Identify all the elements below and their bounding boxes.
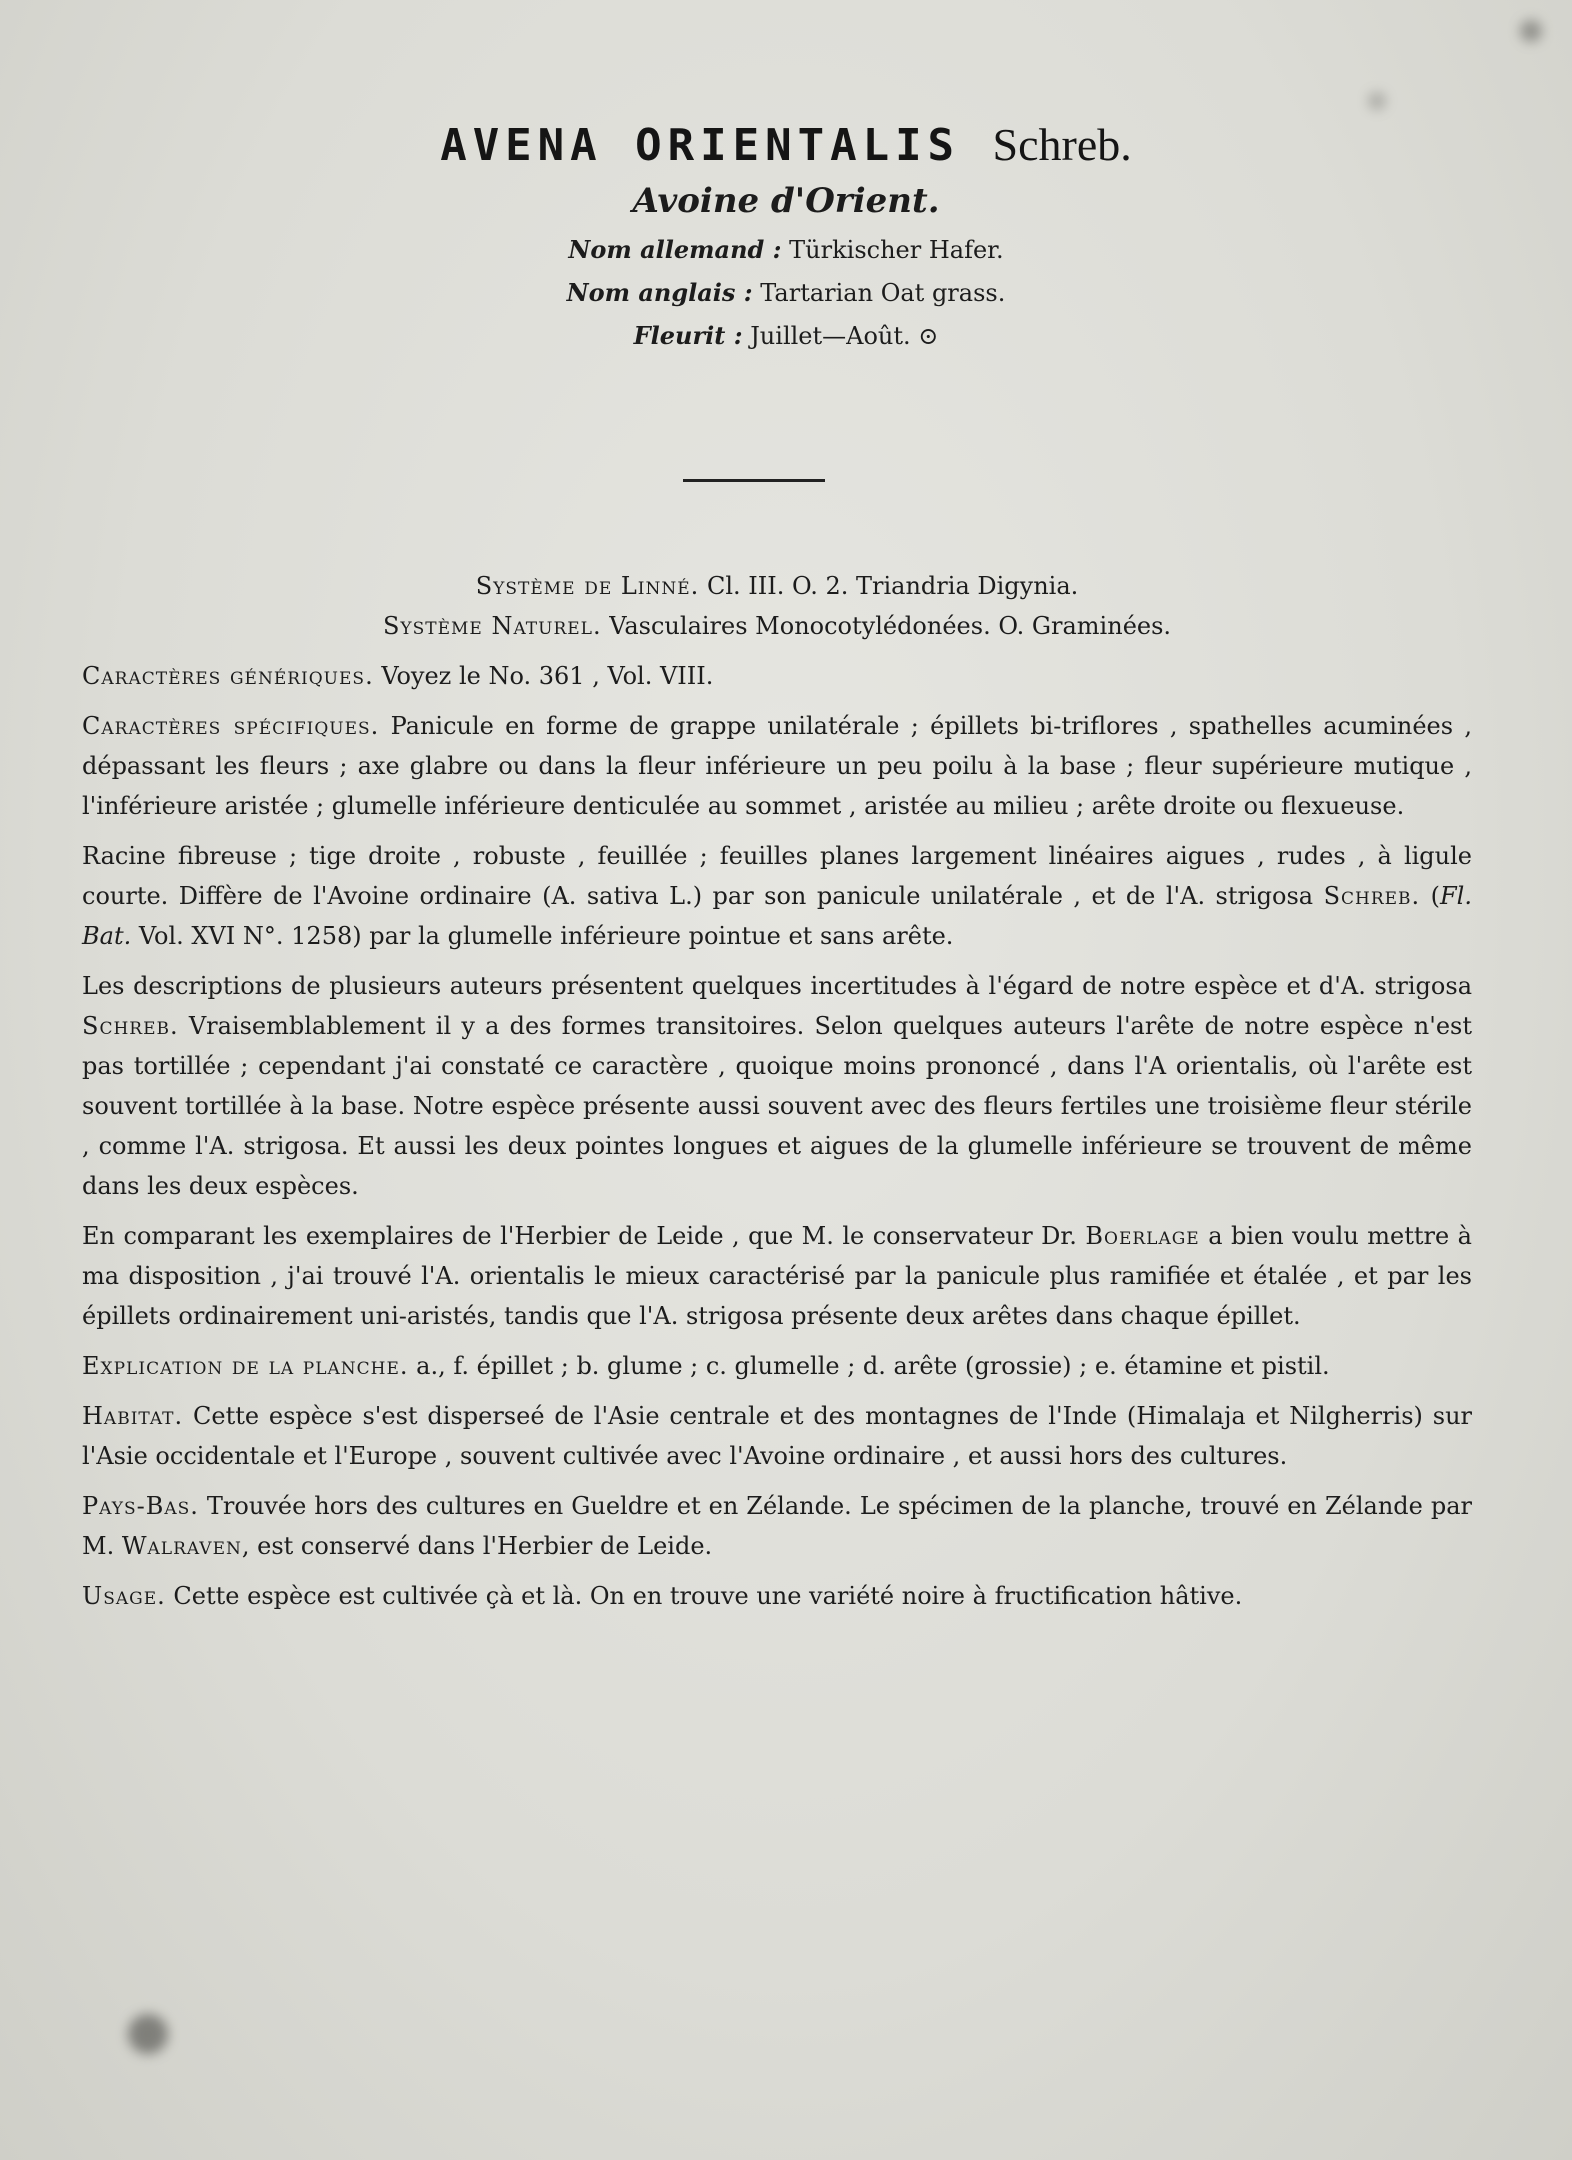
main-text: [82, 566, 1472, 1626]
species-author: Schreb.: [992, 119, 1132, 170]
paysbas-text-a: Trouvée hors des cultures en Gueldre et en Zélande. Le spécimen de la planche, trouvé en Zélande par M.: [82, 1492, 1472, 1560]
generiques-text: Voyez le No. 361 , Vol. VIII.: [381, 662, 714, 690]
descriptions-author: Schreb.: [82, 1012, 179, 1040]
french-name: Avoine d'Orient.: [632, 181, 940, 221]
header: [0, 118, 1572, 350]
linne-label: Système de Linné.: [475, 572, 700, 600]
racine-text-a: Racine fibreuse ; tige droite , robuste , feuillée ; feuilles planes largement linéaires aigues , rudes , à ligule courte. Diffère de l'Avoine ordinaire (A. sativa L.) par son panicule unilatérale , et de l'A. strigosa: [82, 842, 1472, 910]
paragraph-usage: [82, 1576, 1472, 1616]
linne-value: Cl. III. O. 2. Triandria Digynia.: [706, 572, 1079, 600]
racine-text-b: (: [1430, 882, 1441, 910]
naturel-label: Système Naturel.: [382, 612, 602, 640]
habitat-label: Habitat.: [82, 1402, 184, 1430]
comparant-text-b: a bien voulu mettre à ma disposition , j'ai trouvé l'A. orientalis le mieux caractérisé par la panicule plus ramifiée et étalée , et par les épillets ordinairement uni-aristés, tandis que l'A. strigosa présente deux arêtes dans chaque épillet.: [82, 1222, 1472, 1330]
species-name: AVENA ORIENTALIS: [440, 120, 961, 171]
page-title: [0, 118, 1572, 171]
paysbas-label: Pays-Bas.: [82, 1492, 199, 1520]
classification-naturel: [82, 606, 1472, 646]
descriptions-text-b: Vraisemblablement il y a des formes transitoires. Selon quelques auteurs l'arête de notre espèce n'est pas tortillée ; cependant j'ai constaté ce caractère , quoique moins prononcé , dans l'A orientalis, où l'arête est souvent tortillée à la base. Notre espèce présente aussi souvent avec des fleurs fertiles une troisième fleur stérile , comme l'A. strigosa. Et aussi les deux pointes longues et aigues de la glumelle inférieure se trouvent de même dans les deux espèces.: [82, 1012, 1472, 1200]
paragraph-specifiques: [82, 706, 1472, 826]
usage-label: Usage.: [82, 1582, 166, 1610]
paragraph-generiques: [82, 656, 1472, 696]
ink-spot: [1368, 92, 1386, 110]
english-label: Nom anglais :: [566, 278, 753, 307]
specifiques-text: Panicule en forme de grappe unilatérale ; épillets bi-triflores , spathelles acuminées , dépassant les fleurs ; axe glabre ou dans la fleur inférieure un peu poilu à la base ; fleur supérieure mutique , l'inférieure aristée ; glumelle inférieure denticulée au sommet , aristée au milieu ; arête droite ou flexueuse.: [82, 712, 1472, 820]
habitat-text: Cette espèce s'est disperseé de l'Asie centrale et des montagnes de l'Inde (Himalaja et Nilgherris) sur l'Asie occidentale et l'Europe , souvent cultivée avec l'Avoine ordinaire , et aussi hors des cultures.: [82, 1402, 1472, 1470]
racine-flbat: Fl. Bat.: [82, 882, 1472, 950]
divider: [683, 479, 825, 482]
paragraph-comparant: [82, 1216, 1472, 1336]
german-label: Nom allemand :: [568, 235, 782, 264]
descriptions-text-a: Les descriptions de plusieurs auteurs présentent quelques incertitudes à l'égard de notre espèce et d'A. strigosa: [82, 972, 1472, 1000]
bloom-label: Fleurit :: [633, 321, 743, 350]
ink-spot: [128, 2014, 168, 2054]
racine-author: Schreb.: [1323, 882, 1421, 910]
explication-label: Explication de la planche.: [82, 1352, 409, 1380]
generiques-label: Caractères génériques.: [82, 662, 374, 690]
paragraph-habitat: [82, 1396, 1472, 1476]
specifiques-label: Caractères spécifiques.: [82, 712, 380, 740]
comparant-text-a: En comparant les exemplaires de l'Herbier de Leide , que M. le conservateur Dr.: [82, 1222, 1077, 1250]
paragraph-explication: [82, 1346, 1472, 1386]
explication-text: a., f. épillet ; b. glume ; c. glumelle ; d. arête (grossie) ; e. étamine et pistil.: [416, 1352, 1330, 1380]
paragraph-paysbas: [82, 1486, 1472, 1566]
german-name-line: [0, 235, 1572, 264]
naturel-value: Vasculaires Monocotylédonées. O. Graminées.: [609, 612, 1172, 640]
ink-spot: [1520, 20, 1542, 42]
english-value: Tartarian Oat grass.: [760, 279, 1006, 307]
paysbas-text-b: , est conservé dans l'Herbier de Leide.: [241, 1532, 713, 1560]
paragraph-descriptions: [82, 966, 1472, 1206]
english-name-line: [0, 278, 1572, 307]
usage-text: Cette espèce est cultivée çà et là. On en trouve une variété noire à fructification hâtive.: [173, 1582, 1243, 1610]
paragraph-racine: [82, 836, 1472, 956]
classification-linne: [82, 566, 1472, 606]
bloom-line: [0, 321, 1572, 350]
german-value: Türkischer Hafer.: [789, 236, 1004, 264]
paysbas-walraven: Walraven: [121, 1532, 242, 1560]
bloom-value: Juillet—Août. ⊙: [750, 322, 939, 350]
racine-text-c: Vol. XVI N°. 1258) par la glumelle inférieure pointue et sans arête.: [138, 922, 954, 950]
comparant-boerlage: Boerlage: [1085, 1222, 1200, 1250]
